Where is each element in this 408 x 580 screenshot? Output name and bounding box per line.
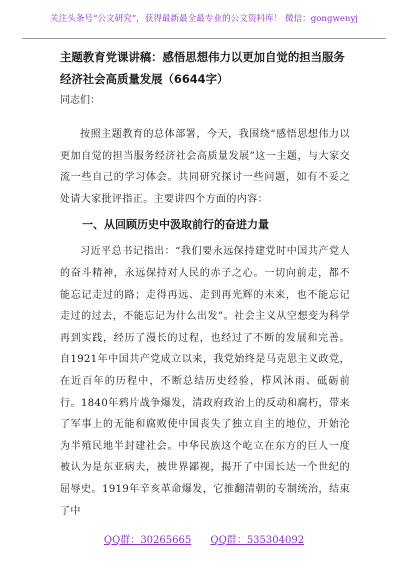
qq-group-2-number: 535304092 (246, 535, 305, 546)
section-heading-1: 一、从回顾历史中汲取前行的奋进力量 (82, 218, 269, 232)
header-banner: 关注头条号“公文研究”，获得最新最全最专业的公文资料库！ 微信：gongwenyj (22, 0, 386, 39)
footer-qq-group-1 (104, 531, 191, 546)
document-title: 主题教育党课讲稿：感悟思想伟力以更加自觉的担当服务经济社会高质量发展（6644字） (60, 50, 345, 86)
intro-paragraph: 按照主题教育的总体部署，今天，我围绕“感悟思想伟力以更加自觉的担当服务经济社会高质量发展”这一主题，与大家交流一些自己的学习体会。共同研究探讨一些问题，如有不妥之处请大家批评指正。主要讲四个方面的内容： (60, 129, 350, 205)
greeting: 同志们： (60, 95, 100, 106)
qq-group-1-number: 30265665 (140, 535, 192, 546)
section-1-paragraph: 习近平总书记指出：“我们要永远保持建党时中国共产党人的奋斗精神，永远保持对人民的赤子之心。一切向前走，都不能忘记走过的路；走得再远、走到再光辉的未来，也不能忘记走过的过去，不能忘记为什么出发”。社会主义从空想变为科学再到实践，经历了漫长的过程，也经过了不断的发展和完善。自1921年中国共产党成立以来，我党始终是马克思主义政党，在近百年的历程中，不断总结历史经验，栉风沐雨、砥砺前行。1840年鸦片战争爆发，清政府政治上的反动和腐朽，带来了军事上的无能和腐败使中国丧失了独立自主的地位，开始沦为半殖民地半封建社会。中华民族这个屹立在东方的巨人一度被认为是东亚病夫，被世界鄙视，揭开了中国长达一个世纪的屈辱史。1919年辛亥革命爆发，它推翻清朝的专制统治，结束了中 (60, 246, 350, 517)
qq-group-1-label: QQ群： (103, 535, 141, 546)
footer-contact (0, 531, 408, 546)
qq-group-2-label: QQ群： (210, 535, 247, 546)
footer-qq-group-2 (210, 531, 304, 546)
document-page (60, 46, 350, 522)
